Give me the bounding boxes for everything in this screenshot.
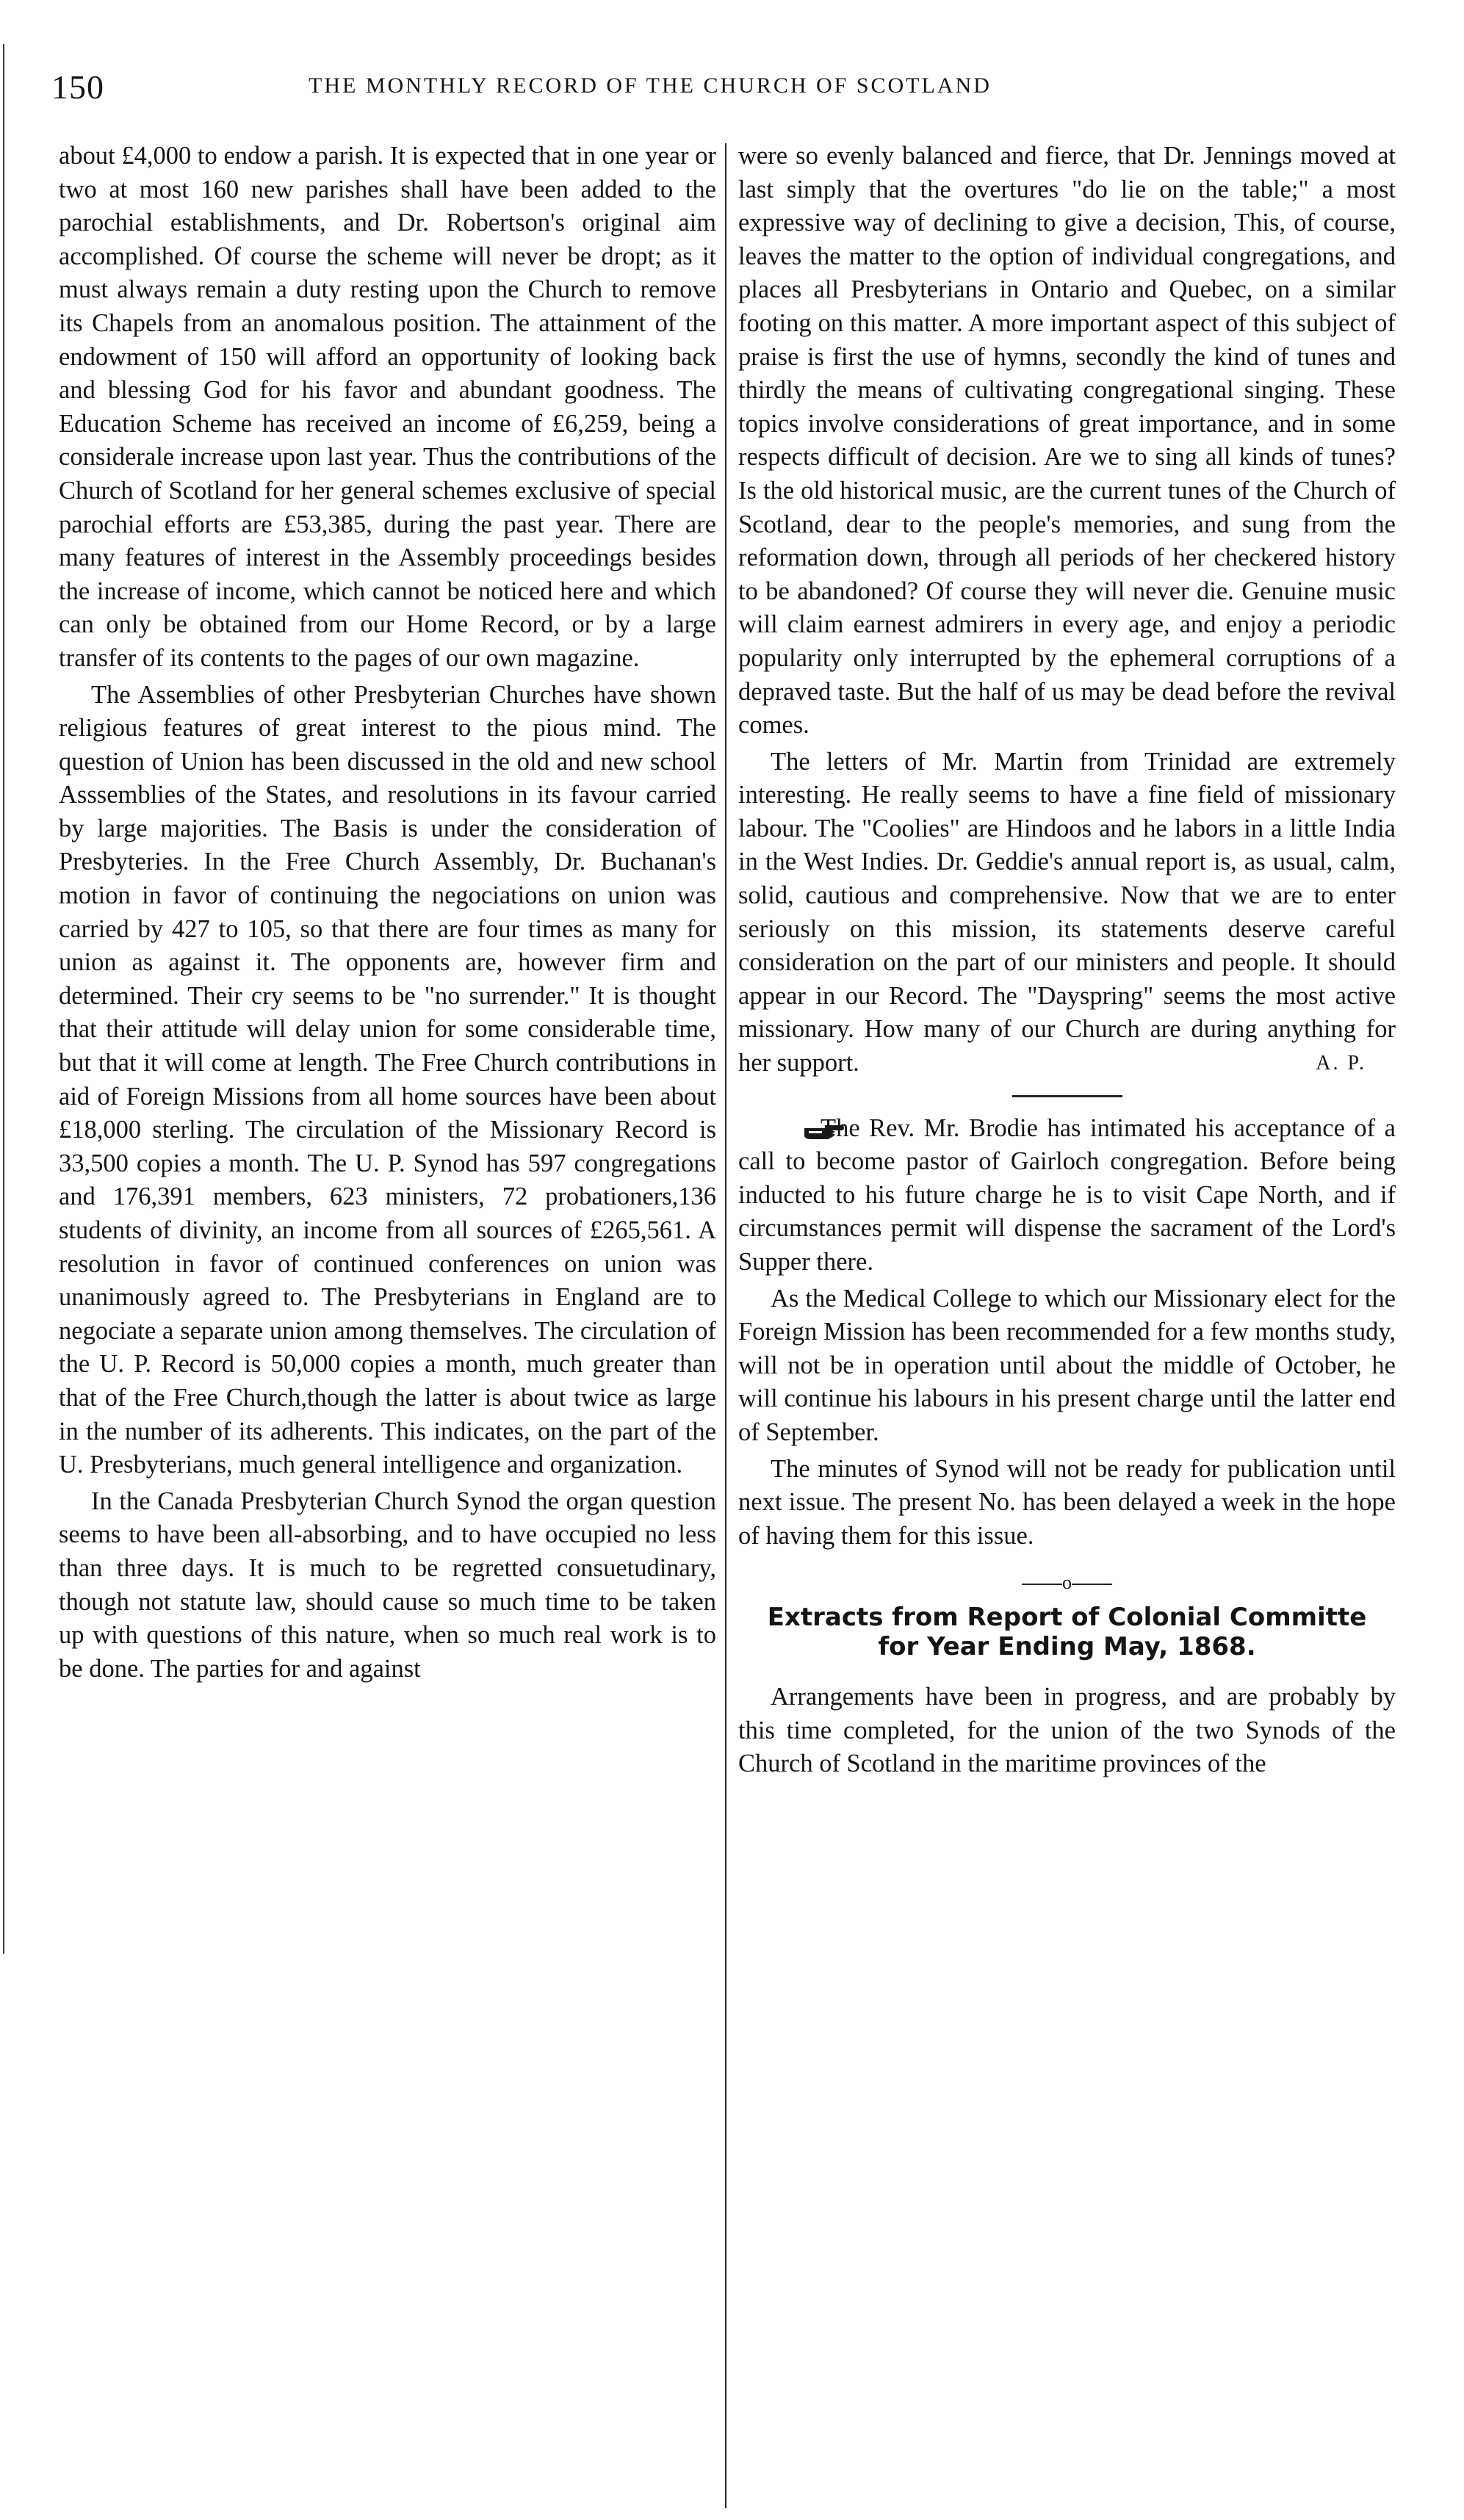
notice-paragraph: The minutes of Synod will not be ready for publication until next issue. The present No. has been delayed a week in the hope of having them for this issue. xyxy=(738,1454,1396,1550)
pointing-hand-icon xyxy=(771,1119,813,1141)
article-paragraph: about £4,000 to endow a parish. It is expected that in one year or two at most 160 new parishes shall have been added to the parochial establishments, and Dr. Robertson's original aim accomplished. Of course the scheme will never be dropt; as it must always remain a duty resting upon the Church to remove its Chapels from an anomalous position. The attainment of the endowment of 150 will afford an opportunity of looking back and blessing God for his favor and abundant goodness. The Education Scheme has received an income of £6,259, being a considerale increase upon last year. Thus the contributions of the Church of Scotland for her general schemes exclusive of special parochial efforts are £53,385, during the past year. There are many features of interest in the Assembly proceedings besides the increase of income, which cannot be noticed here and which can only be obtained from our Home Record, or by a large transfer of its contents to the pages of our own magazine. xyxy=(59,142,716,672)
right-column xyxy=(738,140,1396,2512)
page-number: 150 xyxy=(51,68,104,106)
ornament-bar-left xyxy=(1022,1584,1062,1585)
notice-text: The Rev. Mr. Brodie has intimated his acceptance of a call to become pastor of Gairloch congregation. Before being inducted to his future charge he is to visit Cape North, and if circumstances permit will dispense the sacrament of the Lord's Supper there. xyxy=(738,1113,1396,1276)
ornament-bar-right xyxy=(1072,1584,1112,1585)
article-paragraph xyxy=(738,745,1396,1080)
section-divider xyxy=(1012,1095,1122,1097)
article-paragraph-text: The letters of Mr. Martin from Trinidad are extremely interesting. He really seems to have a fine field of missionary labour. The "Coolies" are Hindoos and he labors in a little India in the West Indies. Dr. Geddie's annual report is, as usual, calm, solid, cautious and comprehensive. Now that we are to enter seriously on this mission, its statements deserve careful consideration on the part of our ministers and people. It should appear in our Record. The "Dayspring" seems the most active missionary. How many of our Church are during anything for her support. xyxy=(738,747,1396,1077)
section-heading-line-1: Extracts from Report of Colonial Committe xyxy=(767,1602,1367,1632)
notice-paragraph: As the Medical College to which our Missionary elect for the Foreign Mission has been recommended for a few months study, will not be in operation until about the middle of October, he will continue his labours in his present charge until the latter end of September. xyxy=(738,1284,1396,1446)
running-title: THE MONTHLY RECORD OF THE CHURCH OF SCOTLAND xyxy=(309,73,992,98)
page-edge-rule xyxy=(3,44,4,1954)
article-paragraph: Arrangements have been in progress, and are probably by this time completed, for the union of the two Synods of the Church of Scotland in the maritime provinces of the xyxy=(738,1682,1396,1778)
page-header xyxy=(51,68,1396,112)
left-column xyxy=(59,140,716,2512)
section-heading-line-2: for Year Ending May, 1868. xyxy=(878,1631,1256,1661)
article-paragraph: In the Canada Presbyterian Church Synod the organ question seems to have been all-absorbing, and to have occupied no less than three days. It is much to be regretted consuetudinary, though not statute law, should cause so much time to be taken up with questions of this nature, when so much real work is to be done. The parties for and against xyxy=(59,1487,716,1683)
notice-paragraph xyxy=(738,1112,1396,1279)
section-heading xyxy=(738,1603,1396,1661)
author-signature: A. P. xyxy=(1316,1052,1366,1075)
ornament-mark: o xyxy=(1062,1572,1072,1594)
article-paragraph: were so evenly balanced and fierce, that Dr. Jennings moved at last simply that the overtures "do lie on the table;" a most expressive way of declining to give a decision, This, of course, leaves the matter to the option of individual congregations, and places all Presbyterians in Ontario and Quebec, on a similar footing on this matter. A more important aspect of this subject of praise is first the use of hymns, secondly the kind of tunes and thirdly the means of cultivating congregational singing. These topics involve considerations of great importance, and in some respects difficult of decision. Are we to sing all kinds of tunes? Is the old historical music, are the current tunes of the Church of Scotland, dear to the people's memories, and sung from the reformation down, through all periods of her checkered history to be abandoned? Of course they will never die. Genuine music will claim earnest admirers in every age, and enjoy a periodic popularity only interrupted by the ephemeral corruptions of a depraved taste. But the half of us may be dead before the revival comes. xyxy=(738,142,1396,740)
column-divider xyxy=(725,143,726,2508)
article-paragraph: The Assemblies of other Presbyterian Churches have shown religious features of great interest to the pious mind. The question of Union has been discussed in the old and new school Asssemblies of the States, and resolutions in its favour carried by large majorities. The Basis is under the consideration of Presbyteries. In the Free Church Assembly, Dr. Buchanan's motion in favor of continuing the negociations on union was carried by 427 to 105, so that there are four times as many for union as against it. The opponents are, however firm and determined. Their cry seems to be "no surrender." It is thought that their attitude will delay union for some considerable time, but that it will come at length. The Free Church contributions in aid of Foreign Missions from all home sources have been about £18,000 sterling. The circulation of the Missionary Record is 33,500 copies a month. The U. P. Synod has 597 congregations and 176,391 members, 623 ministers, 72 probationers,136 students of divinity, an income from all sources of £265,561. A resolution in favor of continued conferences on union was unanimously agreed to. The Presbyterians in England are to negociate a separate union among themselves. The circulation of the U. P. Record is 50,000 copies a month, much greater than that of the Free Church,though the latter is about twice as large in the number of its adherents. This indicates, on the part of the U. Presbyterians, much general intelligence and organization. xyxy=(59,680,716,1479)
ornament-divider xyxy=(738,1566,1396,1600)
